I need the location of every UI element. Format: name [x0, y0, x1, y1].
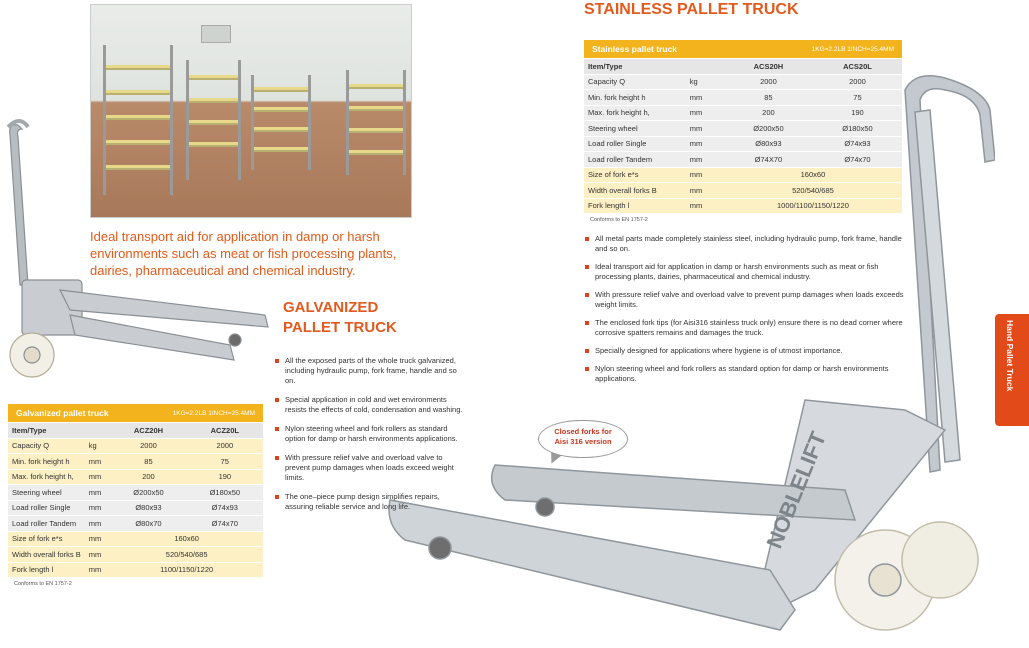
row-label: Size of fork e*s	[8, 532, 85, 547]
table-row	[8, 532, 263, 547]
cell-value: 2000	[187, 439, 263, 454]
table-header-row	[8, 423, 263, 438]
column-header	[85, 423, 111, 438]
galvanized-title-line1: GALVANIZED	[283, 299, 379, 316]
conforms-note: Conforms to EN 1757-2	[14, 581, 72, 587]
row-label: Load roller Tandem	[584, 152, 686, 167]
units-note: 1KG=2.2LB 1INCH=25.4MM	[811, 45, 894, 53]
column-header: ACZ20H	[110, 423, 186, 438]
stainless-title: STAINLESS PALLET TRUCK	[584, 1, 799, 18]
galvanized-title	[283, 298, 397, 338]
table-row	[584, 199, 902, 214]
cell-value: Ø180x50	[187, 485, 263, 500]
row-label: Min. fork height h	[8, 454, 85, 469]
stainless-feature-list	[584, 234, 914, 392]
cell-value: Ø200x50	[110, 485, 186, 500]
column-header: ACS20L	[813, 59, 902, 74]
row-unit: mm	[686, 168, 724, 183]
row-unit: mm	[686, 90, 724, 105]
cell-value: 520/540/685	[724, 183, 902, 198]
list-item: The one–piece pump design simplifies repairs, assuring reliable service and long life.	[274, 492, 469, 512]
row-label: Steering wheel	[584, 121, 686, 136]
conforms-note: Conforms to EN 1757-2	[590, 217, 648, 223]
row-label: Size of fork e*s	[584, 168, 686, 183]
galvanized-spec-table	[8, 404, 263, 587]
galvanized-table-header	[8, 404, 263, 422]
row-unit: kg	[686, 75, 724, 90]
row-unit: mm	[686, 137, 724, 152]
column-header: Item/Type	[584, 59, 686, 74]
section-side-tab[interactable]	[995, 314, 1029, 426]
list-item: With pressure relief valve and overload valve to prevent pump damages when loads exceeds weight limits.	[584, 290, 914, 310]
list-item: Specially designed for applications where hygiene is of utmost importance.	[584, 346, 914, 356]
list-item: Ideal transport aid for application in damp or harsh environments such as meat or fish processing plants, dairies, pharmaceutical and chemical industry.	[584, 262, 914, 282]
row-unit: mm	[85, 547, 111, 562]
cell-value: 85	[724, 90, 813, 105]
column-header	[686, 59, 724, 74]
table-header-row	[584, 59, 902, 74]
intro-text: Ideal transport aid for application in damp or harsh environments such as meat or fish processing plants, dairies, pharmaceutical and chemical industry.	[90, 229, 397, 278]
table-row	[584, 106, 902, 121]
row-unit: mm	[85, 485, 111, 500]
table-row	[8, 454, 263, 469]
table-row	[8, 563, 263, 578]
table-row	[8, 516, 263, 531]
table-row	[584, 168, 902, 183]
row-label: Width overall forks B	[584, 183, 686, 198]
row-unit: mm	[85, 516, 111, 531]
cell-value: Ø74X70	[724, 152, 813, 167]
row-label: Min. fork height h	[584, 90, 686, 105]
galvanized-truck-image	[0, 115, 275, 385]
cell-value: Ø74x70	[187, 516, 263, 531]
units-note: 1KG=2.2LB 1INCH=25.4MM	[172, 409, 255, 417]
cell-value: 2000	[813, 75, 902, 90]
table-row	[584, 90, 902, 105]
row-label: Fork length l	[584, 199, 686, 214]
cell-value: Ø74x93	[187, 501, 263, 516]
cell-value: Ø200x50	[724, 121, 813, 136]
closed-forks-callout	[538, 420, 628, 458]
cell-value: Ø80x93	[724, 137, 813, 152]
cell-value: 160x60	[110, 532, 263, 547]
cell-value: Ø180x50	[813, 121, 902, 136]
cell-value: 190	[813, 106, 902, 121]
side-tab-label: Hand Pallet Truck	[1005, 320, 1015, 392]
list-item: All metal parts made completely stainless steel, including hydraulic pump, fork frame, handle and so on.	[584, 234, 914, 254]
table-row	[584, 121, 902, 136]
stainless-table-title: Stainless pallet truck	[592, 44, 678, 54]
table-row	[584, 152, 902, 167]
row-unit: mm	[85, 454, 111, 469]
cell-value: 2000	[724, 75, 813, 90]
cell-value: 200	[110, 470, 186, 485]
row-unit: mm	[686, 183, 724, 198]
row-label: Steering wheel	[8, 485, 85, 500]
row-unit: mm	[85, 470, 111, 485]
table-row	[8, 547, 263, 562]
list-item: All the exposed parts of the whole truck galvanized, including hydraulic pump, fork frame, handle and so on.	[274, 356, 469, 386]
list-item: Nylon steering wheel and fork rollers as standard option for damp or harsh environments applications.	[584, 364, 914, 384]
cell-value: Ø74x93	[813, 137, 902, 152]
list-item: With pressure relief valve and overload valve to prevent pump damages when loads exceed weight limits.	[274, 453, 469, 483]
cell-value: 1100/1150/1220	[110, 563, 263, 578]
galvanized-table-title: Galvanized pallet truck	[16, 408, 109, 418]
cell-value: 160x60	[724, 168, 902, 183]
table-row	[8, 470, 263, 485]
truck-brand-label: NOBLELIFT	[761, 428, 831, 552]
list-item: The enclosed fork tips (for Aisi316 stainless truck only) ensure there is no dead corner where corrosive spatters remains and damages the truck.	[584, 318, 914, 338]
row-unit: mm	[686, 121, 724, 136]
table-row	[584, 183, 902, 198]
galvanized-title-line2: PALLET TRUCK	[283, 319, 397, 336]
stainless-table-header	[584, 40, 902, 58]
row-label: Load roller Tandem	[8, 516, 85, 531]
row-unit: mm	[85, 532, 111, 547]
stainless-spec-table	[584, 40, 902, 223]
row-label: Capacity Q	[8, 439, 85, 454]
row-label: Max. fork height h,	[8, 470, 85, 485]
row-label: Max. fork height h,	[584, 106, 686, 121]
table-row	[584, 137, 902, 152]
column-header: ACZ20L	[187, 423, 263, 438]
cell-value: Ø80x93	[110, 501, 186, 516]
row-unit: mm	[686, 152, 724, 167]
cell-value: 200	[724, 106, 813, 121]
galvanized-feature-list	[274, 356, 469, 521]
column-header: Item/Type	[8, 423, 85, 438]
cell-value: 520/540/685	[110, 547, 263, 562]
column-header: ACS20H	[724, 59, 813, 74]
cell-value: Ø74x70	[813, 152, 902, 167]
cell-value: 85	[110, 454, 186, 469]
callout-line1: Closed forks for	[554, 427, 612, 436]
cell-value: 75	[187, 454, 263, 469]
table-row	[584, 75, 902, 90]
cell-value: 2000	[110, 439, 186, 454]
table-row	[8, 439, 263, 454]
callout-line2: Aisi 316 version	[554, 437, 612, 446]
cell-value: Ø80x70	[110, 516, 186, 531]
row-unit: mm	[85, 563, 111, 578]
list-item: Special application in cold and wet environments resists the effects of cold, condensation and washing.	[274, 395, 469, 415]
row-unit: mm	[686, 199, 724, 214]
row-unit: mm	[686, 106, 724, 121]
table-row	[8, 501, 263, 516]
row-label: Width overall forks B	[8, 547, 85, 562]
row-label: Capacity Q	[584, 75, 686, 90]
row-unit: mm	[85, 501, 111, 516]
cell-value: 1000/1100/1150/1220	[724, 199, 902, 214]
row-label: Fork length l	[8, 563, 85, 578]
list-item: Nylon steering wheel and fork rollers as standard option for damp or harsh environments applications.	[274, 424, 469, 444]
table-row	[8, 485, 263, 500]
row-label: Load roller Single	[584, 137, 686, 152]
row-label: Load roller Single	[8, 501, 85, 516]
row-unit: kg	[85, 439, 111, 454]
cell-value: 190	[187, 470, 263, 485]
cell-value: 75	[813, 90, 902, 105]
